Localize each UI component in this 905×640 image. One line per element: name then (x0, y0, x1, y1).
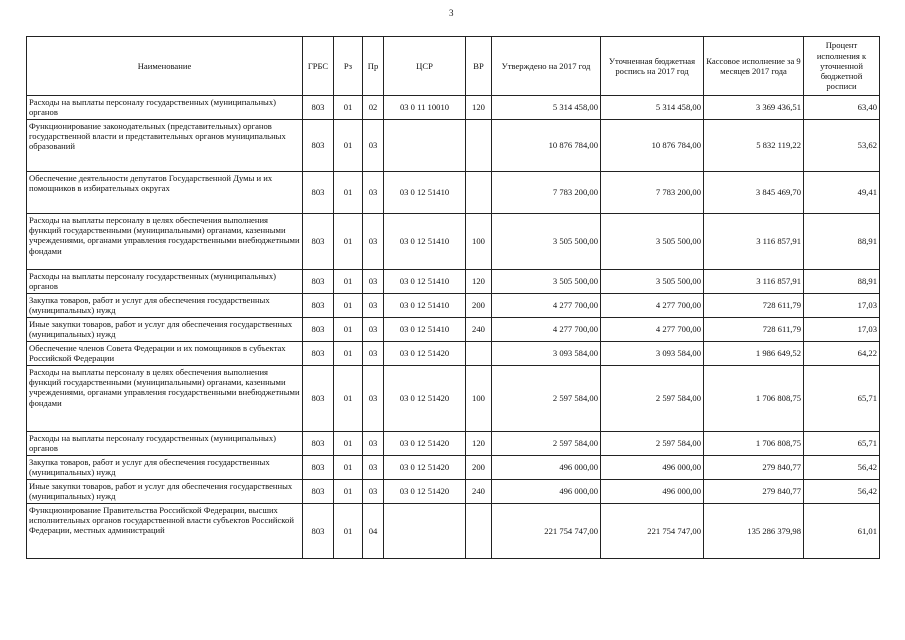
cell-pr: 03 (363, 342, 384, 366)
cell-grbs: 803 (303, 172, 334, 214)
cell-rz: 01 (334, 366, 363, 432)
cell-pr: 03 (363, 456, 384, 480)
cell-name: Расходы на выплаты персоналу государственных (муниципальных) органов (27, 96, 303, 120)
cell-approved: 4 277 700,00 (492, 318, 601, 342)
cell-refined: 496 000,00 (601, 456, 704, 480)
cell-vr: 240 (466, 480, 492, 504)
cell-percent: 65,71 (804, 432, 880, 456)
cell-csr: 03 0 12 51420 (384, 456, 466, 480)
cell-rz: 01 (334, 172, 363, 214)
cell-grbs: 803 (303, 96, 334, 120)
cell-vr: 120 (466, 270, 492, 294)
cell-rz: 01 (334, 96, 363, 120)
cell-pr: 03 (363, 214, 384, 270)
cell-pr: 03 (363, 172, 384, 214)
cell-cash: 3 369 436,51 (704, 96, 804, 120)
cell-refined: 10 876 784,00 (601, 120, 704, 172)
cell-csr: 03 0 12 51420 (384, 480, 466, 504)
table-row (27, 270, 880, 294)
cell-grbs: 803 (303, 456, 334, 480)
cell-approved: 3 505 500,00 (492, 214, 601, 270)
cell-cash: 3 116 857,91 (704, 270, 804, 294)
cell-pr: 03 (363, 294, 384, 318)
table-row (27, 96, 880, 120)
cell-grbs: 803 (303, 294, 334, 318)
cell-rz: 01 (334, 120, 363, 172)
cell-csr: 03 0 12 51420 (384, 342, 466, 366)
cell-vr (466, 504, 492, 559)
cell-refined: 2 597 584,00 (601, 432, 704, 456)
cell-cash: 5 832 119,22 (704, 120, 804, 172)
cell-grbs: 803 (303, 318, 334, 342)
cell-rz: 01 (334, 294, 363, 318)
cell-rz: 01 (334, 504, 363, 559)
cell-refined: 2 597 584,00 (601, 366, 704, 432)
cell-vr: 120 (466, 432, 492, 456)
cell-percent: 49,41 (804, 172, 880, 214)
cell-csr (384, 120, 466, 172)
table-row (27, 172, 880, 214)
cell-vr (466, 172, 492, 214)
table-row (27, 318, 880, 342)
header-percent: Процент исполнения к уточненной бюджетной росписи (804, 37, 880, 96)
cell-percent: 53,62 (804, 120, 880, 172)
header-csr: ЦСР (384, 37, 466, 96)
cell-grbs: 803 (303, 504, 334, 559)
table-row (27, 342, 880, 366)
cell-percent: 61,01 (804, 504, 880, 559)
table-row (27, 366, 880, 432)
cell-refined: 7 783 200,00 (601, 172, 704, 214)
cell-approved: 3 505 500,00 (492, 270, 601, 294)
cell-percent: 56,42 (804, 480, 880, 504)
cell-rz: 01 (334, 456, 363, 480)
cell-cash: 279 840,77 (704, 456, 804, 480)
cell-cash: 135 286 379,98 (704, 504, 804, 559)
cell-name: Закупка товаров, работ и услуг для обеспечения государственных (муниципальных) нужд (27, 456, 303, 480)
cell-vr: 120 (466, 96, 492, 120)
header-grbs: ГРБС (303, 37, 334, 96)
cell-refined: 3 505 500,00 (601, 270, 704, 294)
cell-name: Закупка товаров, работ и услуг для обеспечения государственных (муниципальных) нужд (27, 294, 303, 318)
cell-pr: 03 (363, 480, 384, 504)
cell-refined: 496 000,00 (601, 480, 704, 504)
cell-pr: 03 (363, 366, 384, 432)
cell-name: Иные закупки товаров, работ и услуг для обеспечения государственных (муниципальных) нужд (27, 318, 303, 342)
cell-rz: 01 (334, 432, 363, 456)
header-refined: Уточненная бюджетная роспись на 2017 год (601, 37, 704, 96)
cell-pr: 03 (363, 120, 384, 172)
cell-grbs: 803 (303, 214, 334, 270)
cell-vr (466, 342, 492, 366)
cell-percent: 17,03 (804, 294, 880, 318)
cell-percent: 63,40 (804, 96, 880, 120)
cell-name: Обеспечение членов Совета Федерации и их помощников в субъектах Российской Федерации (27, 342, 303, 366)
cell-grbs: 803 (303, 120, 334, 172)
cell-percent: 56,42 (804, 456, 880, 480)
cell-vr: 200 (466, 456, 492, 480)
cell-rz: 01 (334, 318, 363, 342)
cell-vr (466, 120, 492, 172)
cell-approved: 2 597 584,00 (492, 432, 601, 456)
cell-cash: 3 116 857,91 (704, 214, 804, 270)
cell-csr: 03 0 11 10010 (384, 96, 466, 120)
cell-rz: 01 (334, 270, 363, 294)
cell-rz: 01 (334, 214, 363, 270)
header-row (27, 37, 880, 96)
cell-csr: 03 0 12 51410 (384, 270, 466, 294)
cell-percent: 88,91 (804, 270, 880, 294)
cell-csr: 03 0 12 51410 (384, 318, 466, 342)
header-vr: ВР (466, 37, 492, 96)
cell-approved: 10 876 784,00 (492, 120, 601, 172)
cell-csr (384, 504, 466, 559)
cell-csr: 03 0 12 51410 (384, 214, 466, 270)
page-number: 3 (449, 8, 454, 18)
cell-approved: 4 277 700,00 (492, 294, 601, 318)
cell-rz: 01 (334, 480, 363, 504)
table-row (27, 456, 880, 480)
cell-pr: 03 (363, 432, 384, 456)
cell-refined: 4 277 700,00 (601, 294, 704, 318)
cell-approved: 7 783 200,00 (492, 172, 601, 214)
cell-name: Функционирование законодательных (представительных) органов государственной власти и представительных органов муниципальных образований (27, 120, 303, 172)
cell-cash: 3 845 469,70 (704, 172, 804, 214)
table-row (27, 120, 880, 172)
budget-table (26, 36, 880, 559)
cell-rz: 01 (334, 342, 363, 366)
table-row (27, 214, 880, 270)
header-name: Наименование (27, 37, 303, 96)
cell-refined: 3 505 500,00 (601, 214, 704, 270)
cell-percent: 88,91 (804, 214, 880, 270)
table-row (27, 504, 880, 559)
cell-pr: 03 (363, 270, 384, 294)
cell-refined: 4 277 700,00 (601, 318, 704, 342)
cell-approved: 2 597 584,00 (492, 366, 601, 432)
cell-grbs: 803 (303, 366, 334, 432)
cell-approved: 3 093 584,00 (492, 342, 601, 366)
cell-name: Функционирование Правительства Российской Федерации, высших исполнительных органов государственной власти субъектов Российской Федерации, местных администраций (27, 504, 303, 559)
cell-name: Расходы на выплаты персоналу в целях обеспечения выполнения функций государственными (муниципальными) органами, казенными учреждениями, органами управления государственными внебюджетными фондами (27, 366, 303, 432)
cell-vr: 200 (466, 294, 492, 318)
cell-refined: 5 314 458,00 (601, 96, 704, 120)
table-row (27, 480, 880, 504)
cell-approved: 5 314 458,00 (492, 96, 601, 120)
cell-csr: 03 0 12 51410 (384, 172, 466, 214)
cell-csr: 03 0 12 51410 (384, 294, 466, 318)
cell-approved: 496 000,00 (492, 456, 601, 480)
cell-vr: 100 (466, 214, 492, 270)
cell-cash: 1 706 808,75 (704, 432, 804, 456)
header-approved: Утверждено на 2017 год (492, 37, 601, 96)
table-row (27, 294, 880, 318)
cell-percent: 65,71 (804, 366, 880, 432)
cell-csr: 03 0 12 51420 (384, 432, 466, 456)
cell-csr: 03 0 12 51420 (384, 366, 466, 432)
header-rz: Рз (334, 37, 363, 96)
cell-cash: 1 706 808,75 (704, 366, 804, 432)
cell-grbs: 803 (303, 432, 334, 456)
cell-cash: 1 986 649,52 (704, 342, 804, 366)
cell-percent: 17,03 (804, 318, 880, 342)
cell-vr: 100 (466, 366, 492, 432)
table-row (27, 432, 880, 456)
cell-name: Обеспечение деятельности депутатов Государственной Думы и их помощников в избирательных округах (27, 172, 303, 214)
header-cash: Кассовое исполнение за 9 месяцев 2017 года (704, 37, 804, 96)
cell-cash: 728 611,79 (704, 294, 804, 318)
cell-name: Иные закупки товаров, работ и услуг для обеспечения государственных (муниципальных) нужд (27, 480, 303, 504)
cell-name: Расходы на выплаты персоналу государственных (муниципальных) органов (27, 270, 303, 294)
cell-grbs: 803 (303, 270, 334, 294)
cell-name: Расходы на выплаты персоналу в целях обеспечения выполнения функций государственными (муниципальными) органами, казенными учреждениями, органами управления государственными внебюджетными фондами (27, 214, 303, 270)
cell-percent: 64,22 (804, 342, 880, 366)
cell-grbs: 803 (303, 342, 334, 366)
cell-refined: 221 754 747,00 (601, 504, 704, 559)
cell-name: Расходы на выплаты персоналу государственных (муниципальных) органов (27, 432, 303, 456)
cell-pr: 04 (363, 504, 384, 559)
cell-grbs: 803 (303, 480, 334, 504)
cell-refined: 3 093 584,00 (601, 342, 704, 366)
header-pr: Пр (363, 37, 384, 96)
cell-vr: 240 (466, 318, 492, 342)
cell-cash: 728 611,79 (704, 318, 804, 342)
cell-cash: 279 840,77 (704, 480, 804, 504)
cell-pr: 03 (363, 318, 384, 342)
cell-approved: 496 000,00 (492, 480, 601, 504)
cell-approved: 221 754 747,00 (492, 504, 601, 559)
cell-pr: 02 (363, 96, 384, 120)
